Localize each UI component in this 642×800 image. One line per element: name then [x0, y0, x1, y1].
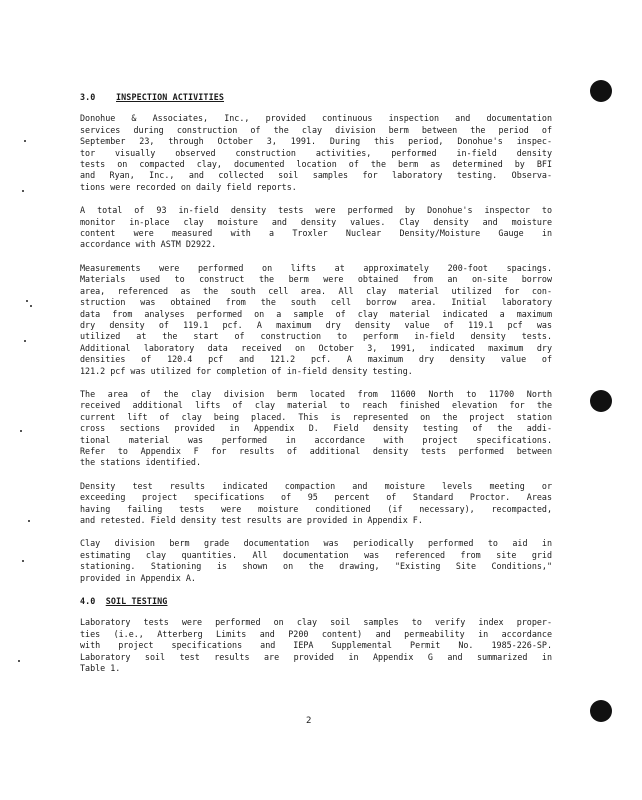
- text-line: accordance with ASTM D2922.: [80, 239, 217, 250]
- text-line: and retested. Field density test results are provided in Appendix F.: [80, 515, 423, 525]
- text-line: 121.2 pcf was utilized for completion of in-field density testing.: [80, 365, 413, 376]
- section-heading-soil-testing: [80, 596, 552, 607]
- text-line: received additional lifts of clay material to reach finished elevation for the: [80, 400, 552, 411]
- punch-hole-icon: [590, 390, 612, 412]
- page-number: 2: [306, 716, 312, 726]
- text-line: the stations identified.: [80, 457, 202, 468]
- document-body: [80, 92, 552, 686]
- scan-speck: [22, 560, 24, 562]
- section-number: 4.0: [80, 596, 96, 607]
- text-line: September 23, through October 3, 1991. During this period, Donohue's inspec-: [80, 136, 552, 147]
- paragraph-density-tests: [80, 205, 552, 251]
- text-line: utilized at the start of construction to perform in-field density tests.: [80, 331, 552, 342]
- text-line: densities of 120.4 pcf and 121.2 pcf. A maximum dry density value of: [80, 354, 552, 365]
- text-line: Measurements were performed on lifts at approximately 200-foot spacings.: [80, 262, 552, 273]
- text-line: and Ryan, Inc., and collected soil samples for laboratory testing. Observa-: [80, 170, 552, 181]
- text-line: services during construction of the clay division berm between the period of: [80, 124, 552, 135]
- punch-hole-icon: [590, 80, 612, 102]
- text-line: Density test results indicated compaction and moisture levels meeting or: [80, 480, 552, 491]
- text-line: tions were recorded on daily field reports.: [80, 181, 297, 192]
- paragraph-measurements: [80, 263, 552, 377]
- scan-speck: [24, 140, 26, 142]
- scan-speck: [24, 340, 26, 342]
- text-line: dry density of 119.1 pcf. A maximum dry density value of 119.1 pcf was: [80, 319, 552, 330]
- text-line: struction was obtained from the south cell borrow area. Initial laboratory: [80, 297, 552, 308]
- text-line: tional material was performed in accordance with project specifications.: [80, 434, 552, 445]
- text-line: with project specifications and IEPA Supplemental Permit No. 1985-226-SP.: [80, 640, 552, 651]
- section-number: 3.0: [80, 92, 96, 102]
- text-line: Clay division berm grade documentation was periodically performed to aid in: [80, 538, 552, 549]
- text-line: stationing. Stationing is shown on the drawing, "Existing Site Conditions,": [80, 561, 552, 572]
- text-line: current lift of clay being placed. This is represented on the project station: [80, 411, 552, 422]
- text-line: exceeding project specifications of 95 percent of Standard Proctor. Areas: [80, 492, 552, 503]
- paragraph-berm-area: [80, 389, 552, 469]
- paragraph-grade-documentation: [80, 538, 552, 584]
- section-heading-inspection-activities: [80, 92, 552, 103]
- text-line: tests on compacted clay, documented location of the berm as determined by BFI: [80, 159, 552, 170]
- text-line: ties (i.e., Atterberg Limits and P200 content) and permeability in accordance: [80, 628, 552, 639]
- text-line: Table 1.: [80, 663, 121, 674]
- text-line: A total of 93 in-field density tests were performed by Donohue's inspector to: [80, 205, 552, 216]
- paragraph-inspection-services: [80, 113, 552, 193]
- text-line: provided in Appendix A.: [80, 572, 196, 583]
- text-line: Laboratory tests were performed on clay soil samples to verify index proper-: [80, 617, 552, 628]
- scan-speck: [20, 430, 22, 432]
- punch-hole-icon: [590, 700, 612, 722]
- text-line: data from analyses performed on a sample of clay material indicated a maximum: [80, 308, 552, 319]
- text-line: Materials used to construct the berm were obtained from an on-site borrow: [80, 274, 552, 285]
- section-title: SOIL TESTING: [105, 596, 168, 607]
- text-line: cross sections provided in Appendix D. Field density testing of the addi-: [80, 423, 552, 434]
- text-line: Additional laboratory data received on October 3, 1991, indicated maximum dry: [80, 342, 552, 353]
- scan-speck: [28, 520, 30, 522]
- text-line: Donohue & Associates, Inc., provided continuous inspection and documentation: [80, 113, 552, 124]
- scan-speck: [26, 300, 28, 302]
- text-line: The area of the clay division berm located from 11600 North to 11700 North: [80, 388, 552, 399]
- paragraph-laboratory-tests: [80, 617, 552, 674]
- text-line: tor visually observed construction activities, performed in-field density: [80, 147, 552, 158]
- text-line: having failing tests were moisture conditioned (if necessary), recompacted,: [80, 503, 552, 514]
- paragraph-density-results: [80, 481, 552, 527]
- text-line: estimating clay quantities. All documentation was referenced from site grid: [80, 549, 552, 560]
- scan-speck: [30, 305, 32, 307]
- text-line: Refer to Appendix F for results of additional density tests performed between: [80, 445, 552, 456]
- scan-speck: [22, 190, 24, 192]
- section-title: INSPECTION ACTIVITIES: [116, 92, 225, 102]
- text-line: content were measured with a Troxler Nuclear Density/Moisture Gauge in: [80, 228, 552, 239]
- text-line: monitor in-place clay moisture and density values. Clay density and moisture: [80, 216, 552, 227]
- text-line: Laboratory soil test results are provided in Appendix G and summarized in: [80, 651, 552, 662]
- text-line: area, referenced as the south cell area. All clay material utilized for con-: [80, 285, 552, 296]
- scan-speck: [18, 660, 20, 662]
